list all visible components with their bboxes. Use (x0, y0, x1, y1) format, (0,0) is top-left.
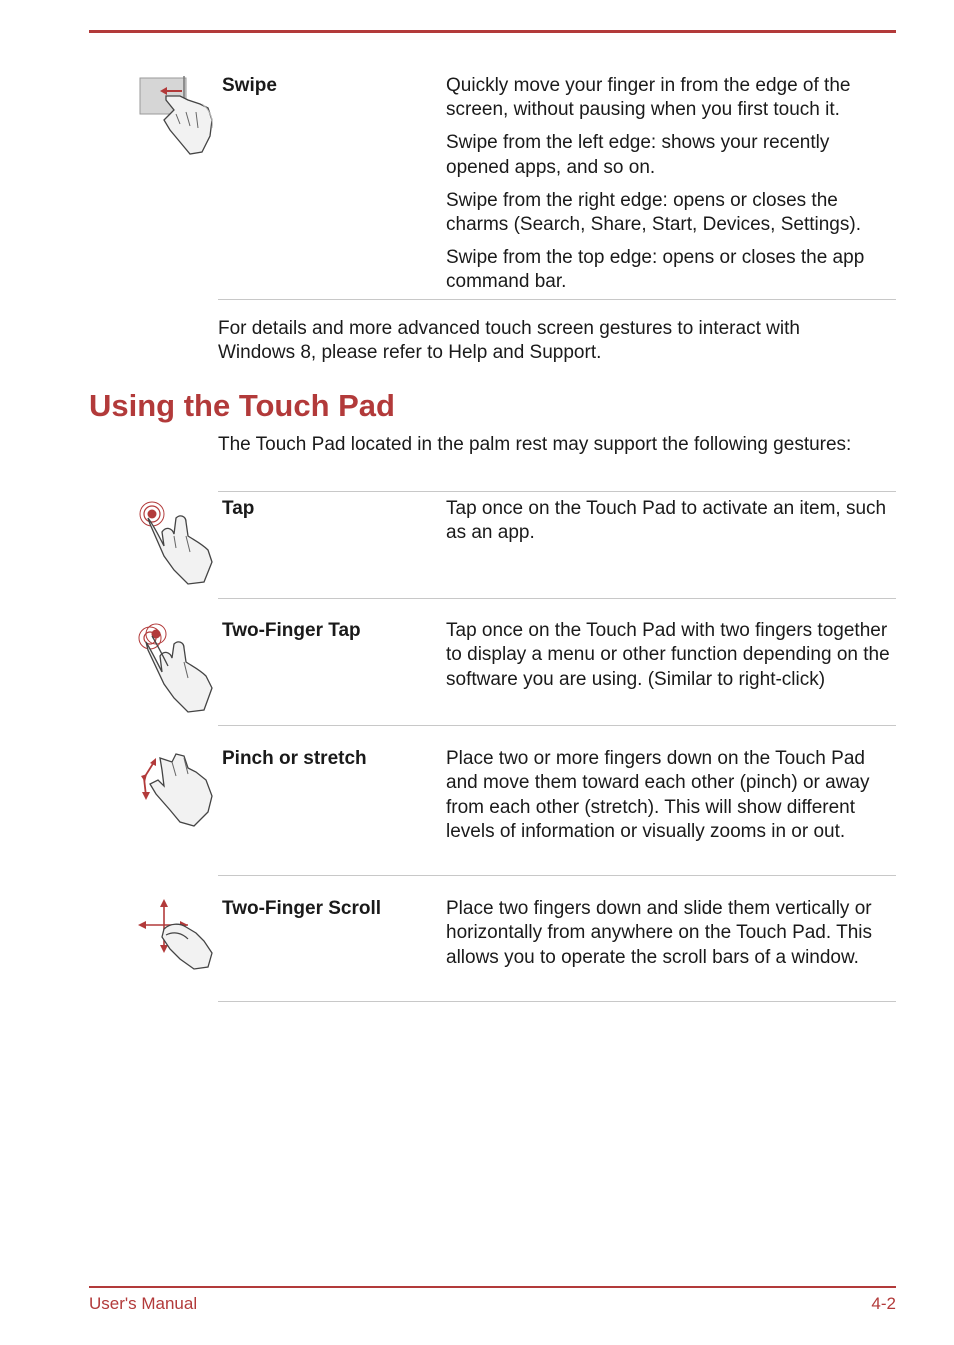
footer-page-number: 4-2 (871, 1294, 896, 1313)
header-rule (89, 30, 896, 33)
pinch-gesture-icon (136, 750, 218, 830)
pinch-row (218, 747, 896, 876)
gesture-term: Swipe (222, 75, 277, 96)
gesture-description: Tap once on the Touch Pad to activate an item, such as an app. (446, 498, 887, 544)
gesture-description: Tap once on the Touch Pad with two fingers together to display a menu or other function depending on the software you are using. (Similar to right-click) (446, 620, 890, 690)
gesture-term: Two-Finger Scroll (222, 898, 382, 919)
swipe-desc-line: Swipe from the left edge: shows your recently opened apps, and so on. (446, 132, 830, 178)
gesture-description: Place two or more fingers down on the Touch Pad and move them toward each other (pinch) or away from each other (stretch). This will show different levels of information or visually zooms in or out. (446, 748, 870, 843)
swipe-gesture-icon (136, 74, 218, 160)
gesture-term: Two-Finger Tap (222, 620, 361, 641)
section-title: Using the Touch Pad (89, 388, 395, 423)
gesture-description (446, 74, 896, 303)
footer-rule (89, 1286, 896, 1288)
swipe-desc-line: Swipe from the top edge: opens or closes the app command bar. (446, 246, 865, 293)
gesture-description: Place two fingers down and slide them vertically or horizontally from anywhere on the Touch Pad. This allows you to operate the scroll bars of a window. (446, 898, 872, 968)
swipe-desc-line: Quickly move your finger in from the edge of the screen, without pausing when you first touch it. (446, 75, 851, 121)
swipe-desc-line: Swipe from the right edge: opens or closes the charms (Search, Share, Start, Devices, Settings). (446, 189, 861, 236)
two-finger-scroll-row (218, 897, 896, 1002)
tap-gesture-icon (136, 496, 218, 590)
two-finger-tap-gesture-icon (136, 622, 218, 716)
details-paragraph: For details and more advanced touch screen gestures to interact with Windows 8, please refer to Help and Support. (218, 318, 800, 364)
swipe-row (218, 74, 896, 300)
gesture-term: Tap (222, 498, 255, 519)
footer-manual-title: User's Manual (89, 1294, 198, 1313)
two-finger-tap-row (218, 619, 896, 726)
tap-row (218, 491, 896, 599)
intro-paragraph: The Touch Pad located in the palm rest may support the following gestures: (218, 434, 852, 455)
gesture-term: Pinch or stretch (222, 748, 367, 769)
two-finger-scroll-gesture-icon (136, 897, 218, 971)
